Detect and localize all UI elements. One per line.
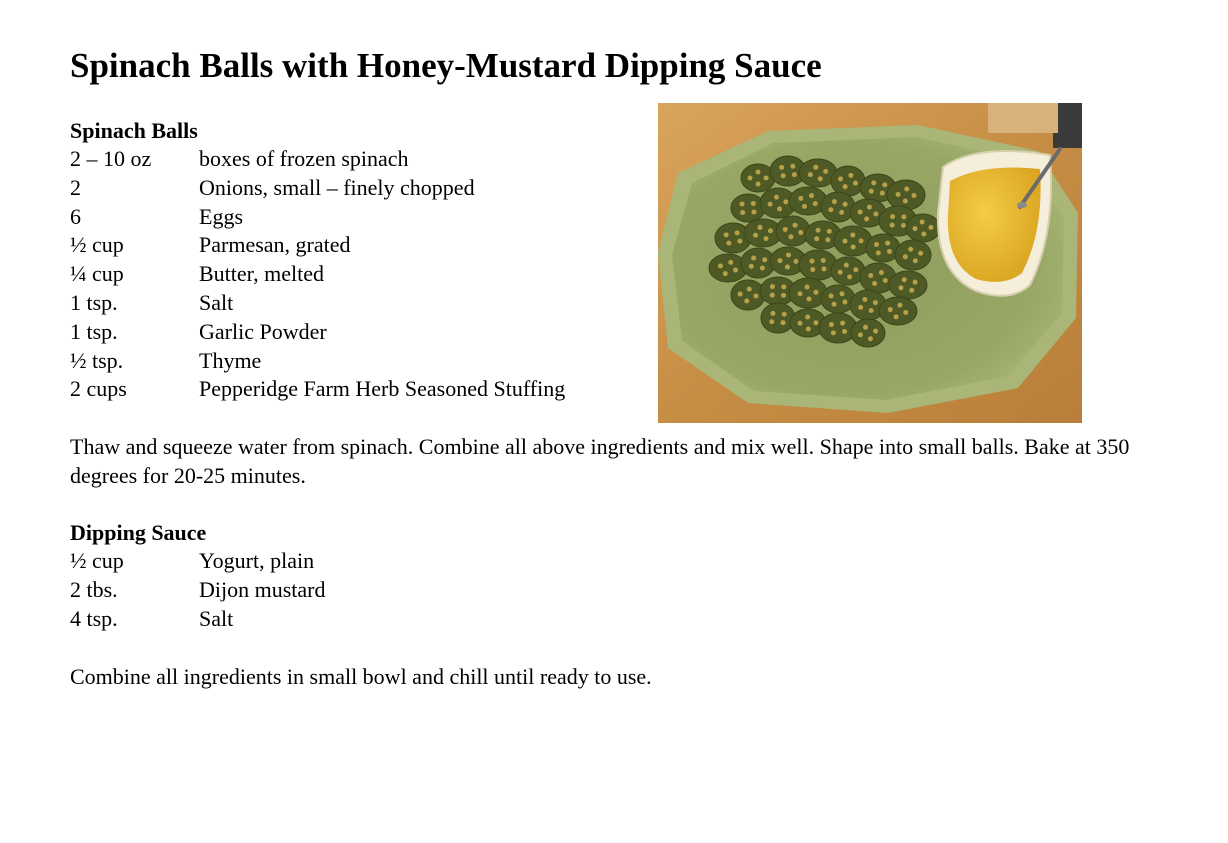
ingredient-quantity: ½ tsp. bbox=[70, 347, 124, 373]
spinach-balls-heading: Spinach Balls bbox=[70, 118, 198, 143]
dipping-sauce-heading: Dipping Sauce bbox=[70, 520, 207, 545]
ingredient-name: Salt bbox=[199, 605, 234, 631]
ingredient-quantity: 2 bbox=[70, 174, 81, 200]
ingredient-name: Dijon mustard bbox=[199, 576, 326, 602]
ingredient-quantity: 2 tbs. bbox=[70, 576, 118, 602]
ingredient-name: Garlic Powder bbox=[199, 318, 327, 344]
ingredient-name: Yogurt, plain bbox=[199, 548, 315, 573]
ingredient-name: boxes of frozen spinach bbox=[199, 146, 409, 171]
dipping-sauce-instructions: Combine all ingredients in small bowl and chill until ready to use. bbox=[70, 664, 652, 689]
ingredient-name: Onions, small – finely chopped bbox=[199, 174, 475, 200]
spinach-balls-instructions: Thaw and squeeze water from spinach. Combine all above ingredients and mix well. Shape into small balls. Bake at 350 degrees for 20-25 minutes. bbox=[70, 434, 1130, 488]
recipe-title: Spinach Balls with Honey-Mustard Dipping Sauce bbox=[70, 46, 822, 85]
ingredient-quantity: 2 cups bbox=[70, 376, 127, 402]
ingredient-name: Salt bbox=[199, 289, 234, 315]
ingredient-quantity: ¼ cup bbox=[70, 261, 124, 287]
ingredient-quantity: 4 tsp. bbox=[70, 605, 118, 631]
food-photo-icon bbox=[658, 103, 1082, 423]
ingredient-name: Thyme bbox=[199, 347, 262, 373]
ingredient-quantity: ½ cup bbox=[70, 232, 124, 258]
ingredient-quantity: 6 bbox=[70, 203, 81, 229]
ingredient-name: Parmesan, grated bbox=[199, 232, 351, 258]
ingredient-name: Eggs bbox=[199, 203, 243, 229]
ingredient-quantity: 2 – 10 oz bbox=[70, 146, 152, 171]
ingredient-quantity: 1 tsp. bbox=[70, 289, 118, 315]
ingredient-quantity: ½ cup bbox=[70, 548, 124, 573]
ingredient-quantity: 1 tsp. bbox=[70, 318, 118, 344]
ingredient-name: Pepperidge Farm Herb Seasoned Stuffing bbox=[199, 376, 566, 402]
ingredient-name: Butter, melted bbox=[199, 261, 324, 287]
